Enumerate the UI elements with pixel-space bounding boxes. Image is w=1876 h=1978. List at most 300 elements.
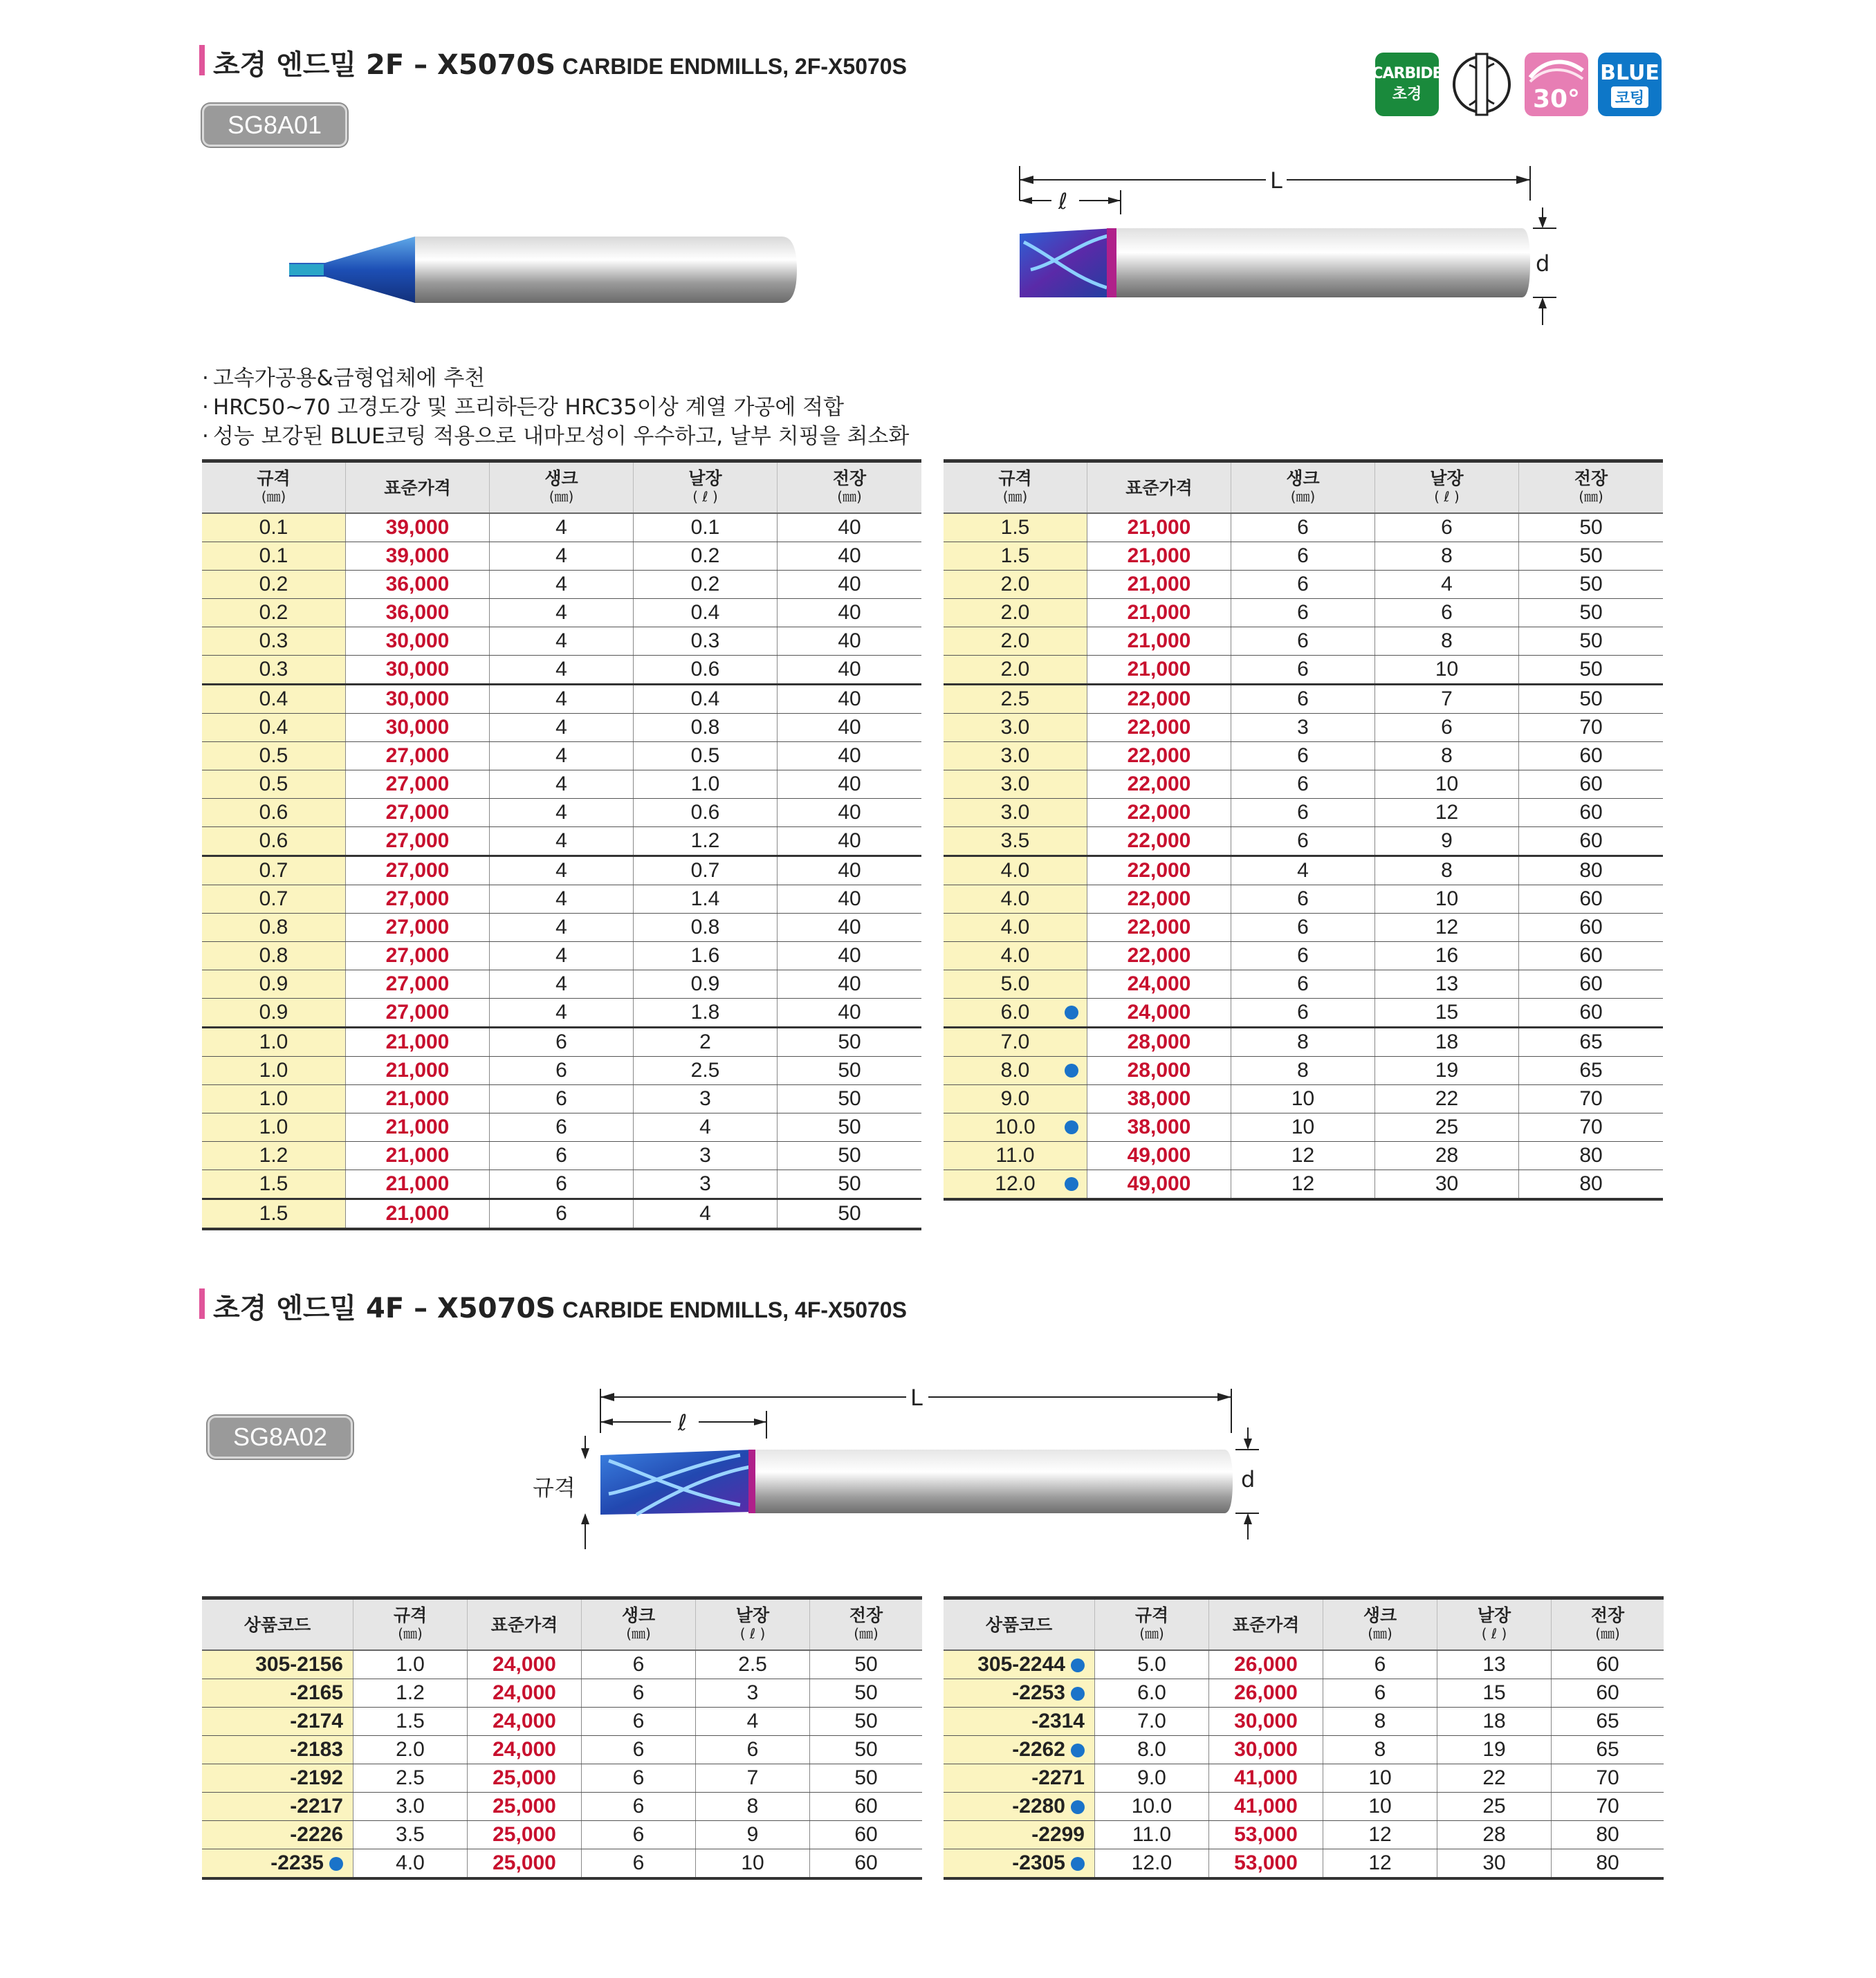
spec-table-2f-left xyxy=(202,459,921,1230)
column-header-label: 표준가격 xyxy=(1232,1614,1300,1635)
table-cell: 4 xyxy=(696,1708,810,1736)
column-header-label: 표준가격 xyxy=(384,477,451,498)
column-header-label: 규격 xyxy=(1134,1605,1169,1625)
table-cell: 50 xyxy=(1519,542,1664,571)
size-cell: 10.0 xyxy=(944,1113,1087,1142)
table-cell: 70 xyxy=(1519,1085,1664,1113)
column-header-label: 규격 xyxy=(393,1605,427,1625)
table-cell: 70 xyxy=(1519,714,1664,742)
table-row xyxy=(202,714,921,742)
table-row xyxy=(202,1793,922,1821)
table-row xyxy=(944,799,1663,827)
feature-list xyxy=(202,364,909,451)
size-cell: 4.0 xyxy=(944,885,1087,914)
table-header-row xyxy=(944,1598,1664,1651)
size-cell: 0.5 xyxy=(202,770,346,799)
table-row xyxy=(202,685,921,714)
table-row xyxy=(202,571,921,599)
table-cell: 30 xyxy=(1375,1170,1519,1200)
price-cell: 22,000 xyxy=(1087,799,1231,827)
table-row xyxy=(944,627,1663,656)
product-code-cell: -2314 xyxy=(944,1708,1095,1736)
table-cell: 3.5 xyxy=(353,1821,468,1849)
table-cell: 8 xyxy=(1375,856,1519,885)
price-cell: 24,000 xyxy=(1087,970,1231,999)
table-cell: 60 xyxy=(1519,970,1664,999)
column-header xyxy=(1552,1598,1664,1651)
table-row xyxy=(202,742,921,770)
table-cell: 6 xyxy=(1231,685,1375,714)
column-header xyxy=(1209,1598,1323,1651)
table-cell: 30 xyxy=(1437,1849,1552,1879)
table-cell: 80 xyxy=(1519,1170,1664,1200)
column-header-unit: ( ℓ ) xyxy=(1481,1625,1507,1642)
price-cell: 53,000 xyxy=(1209,1821,1323,1849)
table-cell: 4 xyxy=(490,627,634,656)
column-header xyxy=(1375,461,1519,514)
price-cell: 21,000 xyxy=(346,1057,490,1085)
endmill-2f-dimension-drawing xyxy=(1010,159,1563,342)
table-cell: 8.0 xyxy=(1095,1736,1209,1764)
size-cell: 0.1 xyxy=(202,513,346,542)
price-cell: 27,000 xyxy=(346,799,490,827)
price-cell: 30,000 xyxy=(346,685,490,714)
table-cell: 3 xyxy=(1231,714,1375,742)
price-cell: 21,000 xyxy=(1087,571,1231,599)
table-row xyxy=(944,1736,1664,1764)
table-row xyxy=(202,1028,921,1057)
table-row xyxy=(944,571,1663,599)
table-row xyxy=(944,1085,1663,1113)
size-cell: 3.5 xyxy=(944,827,1087,856)
blue-coating-badge xyxy=(1598,53,1662,116)
column-header-unit: ( ℓ ) xyxy=(692,488,718,505)
table-cell: 10 xyxy=(1323,1764,1437,1793)
column-header-label: 생크 xyxy=(544,468,578,488)
table-cell: 80 xyxy=(1552,1849,1664,1879)
price-cell: 25,000 xyxy=(468,1793,582,1821)
column-header-label: 상품코드 xyxy=(985,1614,1053,1635)
price-cell: 30,000 xyxy=(1209,1736,1323,1764)
product-code-cell: -2262 xyxy=(944,1736,1095,1764)
table-cell: 65 xyxy=(1519,1028,1664,1057)
table-row xyxy=(202,1142,921,1170)
table-cell: 0.8 xyxy=(634,914,778,942)
table-cell: 40 xyxy=(778,970,922,999)
table-cell: 40 xyxy=(778,999,922,1028)
price-cell: 21,000 xyxy=(346,1028,490,1057)
price-cell: 26,000 xyxy=(1209,1679,1323,1708)
table-cell: 40 xyxy=(778,571,922,599)
table-row xyxy=(202,970,921,999)
table-row xyxy=(944,1793,1664,1821)
feature-badges xyxy=(1372,51,1662,118)
size-cell: 2.0 xyxy=(944,571,1087,599)
column-header xyxy=(202,1598,353,1651)
table-cell: 10 xyxy=(1375,885,1519,914)
table-cell: 60 xyxy=(1519,914,1664,942)
table-row xyxy=(944,1764,1664,1793)
table-cell: 4 xyxy=(490,885,634,914)
table-cell: 6 xyxy=(490,1057,634,1085)
table-cell: 50 xyxy=(778,1142,922,1170)
table-cell: 4 xyxy=(490,571,634,599)
table-cell: 8 xyxy=(1323,1708,1437,1736)
table-cell: 40 xyxy=(778,627,922,656)
helix-angle-value: 30° xyxy=(1532,85,1581,113)
size-cell: 2.0 xyxy=(944,656,1087,685)
feature-item: · HRC50~70 고경도강 및 프리하든강 HRC35이상 계열 가공에 적합 xyxy=(202,393,909,422)
product-code-cell: -2217 xyxy=(202,1793,353,1821)
price-cell: 24,000 xyxy=(468,1708,582,1736)
size-cell: 1.2 xyxy=(202,1142,346,1170)
table-cell: 10 xyxy=(1375,770,1519,799)
table-cell: 4 xyxy=(490,656,634,685)
size-cell: 8.0 xyxy=(944,1057,1087,1085)
table-row xyxy=(202,827,921,856)
column-header-unit: (㎜) xyxy=(549,488,574,505)
price-cell: 21,000 xyxy=(346,1085,490,1113)
column-header xyxy=(1095,1598,1209,1651)
size-cell: 5.0 xyxy=(944,970,1087,999)
price-cell: 36,000 xyxy=(346,571,490,599)
table-cell: 40 xyxy=(778,656,922,685)
table-cell: 7.0 xyxy=(1095,1708,1209,1736)
table-cell: 6 xyxy=(1231,885,1375,914)
table-cell: 80 xyxy=(1519,1142,1664,1170)
carbide-badge-en: CARBIDE xyxy=(1372,65,1442,82)
size-cell: 11.0 xyxy=(944,1142,1087,1170)
table-row xyxy=(944,1113,1663,1142)
table-row xyxy=(202,1085,921,1113)
size-cell: 2.0 xyxy=(944,599,1087,627)
size-cell: 1.5 xyxy=(202,1199,346,1230)
table-cell: 50 xyxy=(1519,627,1664,656)
size-cell: 0.9 xyxy=(202,999,346,1028)
table-cell: 6 xyxy=(1375,513,1519,542)
column-header-label: 상품코드 xyxy=(243,1614,311,1635)
table-cell: 10.0 xyxy=(1095,1793,1209,1821)
table-cell: 6 xyxy=(582,1821,696,1849)
column-header-label: 생크 xyxy=(621,1605,656,1625)
table-cell: 6 xyxy=(582,1793,696,1821)
table-row xyxy=(944,685,1663,714)
column-header xyxy=(634,461,778,514)
table-row xyxy=(202,1708,922,1736)
table-cell: 6 xyxy=(1231,627,1375,656)
table-row xyxy=(202,1170,921,1199)
column-header-unit: (㎜) xyxy=(1139,1625,1164,1642)
table-cell: 6 xyxy=(1231,742,1375,770)
table-row xyxy=(944,656,1663,685)
table-cell: 22 xyxy=(1375,1085,1519,1113)
table-cell: 50 xyxy=(778,1170,922,1199)
table-cell: 6 xyxy=(1231,799,1375,827)
price-cell: 38,000 xyxy=(1087,1085,1231,1113)
column-header-label: 규격 xyxy=(998,468,1032,488)
size-cell: 0.2 xyxy=(202,599,346,627)
section2-title xyxy=(199,1286,907,1324)
price-cell: 22,000 xyxy=(1087,827,1231,856)
size-cell: 2.5 xyxy=(944,685,1087,714)
price-cell: 49,000 xyxy=(1087,1142,1231,1170)
table-cell: 60 xyxy=(1519,885,1664,914)
product-code-cell: -2165 xyxy=(202,1679,353,1708)
column-header-unit: (㎜) xyxy=(1595,1625,1620,1642)
price-cell: 24,000 xyxy=(468,1736,582,1764)
table-cell: 15 xyxy=(1375,999,1519,1028)
section2-title-ko: 초경 엔드밀 4F – X5070S xyxy=(213,1293,556,1324)
table-row xyxy=(944,599,1663,627)
table-row xyxy=(944,1028,1663,1057)
price-cell: 26,000 xyxy=(1209,1650,1323,1679)
table-cell: 6 xyxy=(1231,770,1375,799)
table-cell: 6 xyxy=(1231,542,1375,571)
price-cell: 27,000 xyxy=(346,742,490,770)
table-cell: 10 xyxy=(1323,1793,1437,1821)
table-row xyxy=(944,1170,1663,1200)
column-header xyxy=(346,461,490,514)
table-cell: 60 xyxy=(810,1821,923,1849)
size-cell: 1.5 xyxy=(944,542,1087,571)
table-row xyxy=(202,1736,922,1764)
price-cell: 22,000 xyxy=(1087,685,1231,714)
column-header-unit: (㎜) xyxy=(854,1625,879,1642)
dim-label-size: 규격 xyxy=(533,1475,576,1501)
section1-code-badge: SG8A01 xyxy=(202,104,347,147)
price-cell: 21,000 xyxy=(346,1113,490,1142)
size-cell: 0.6 xyxy=(202,827,346,856)
table-cell: 9.0 xyxy=(1095,1764,1209,1793)
table-cell: 1.4 xyxy=(634,885,778,914)
table-cell: 80 xyxy=(1519,856,1664,885)
table-cell: 0.1 xyxy=(634,513,778,542)
product-code-cell: -2305 xyxy=(944,1849,1095,1879)
table-cell: 6 xyxy=(1231,970,1375,999)
table-cell: 2.5 xyxy=(353,1764,468,1793)
table-cell: 6 xyxy=(1231,599,1375,627)
table-cell: 50 xyxy=(810,1650,923,1679)
feature-item: · 고속가공용&금형업체에 추천 xyxy=(202,364,909,393)
table-cell: 4 xyxy=(1231,856,1375,885)
price-cell: 28,000 xyxy=(1087,1057,1231,1085)
price-cell: 36,000 xyxy=(346,599,490,627)
table-cell: 4 xyxy=(634,1113,778,1142)
table-cell: 50 xyxy=(1519,571,1664,599)
table-row xyxy=(944,970,1663,999)
table-cell: 2 xyxy=(634,1028,778,1057)
size-cell: 9.0 xyxy=(944,1085,1087,1113)
dim-label-d: d xyxy=(1241,1466,1256,1492)
table-row xyxy=(944,770,1663,799)
table-cell: 6 xyxy=(582,1736,696,1764)
table-row xyxy=(202,799,921,827)
table-cell: 1.8 xyxy=(634,999,778,1028)
table-cell: 50 xyxy=(810,1679,923,1708)
size-cell: 1.0 xyxy=(202,1057,346,1085)
section2-title-en: CARBIDE ENDMILLS, 4F-X5070S xyxy=(562,1297,907,1322)
table-row xyxy=(202,1113,921,1142)
column-header xyxy=(1087,461,1231,514)
table-cell: 0.8 xyxy=(634,714,778,742)
size-cell: 0.7 xyxy=(202,885,346,914)
price-cell: 22,000 xyxy=(1087,942,1231,970)
table-row xyxy=(944,742,1663,770)
table-cell: 50 xyxy=(810,1736,923,1764)
table-cell: 13 xyxy=(1375,970,1519,999)
table-row xyxy=(202,1821,922,1849)
table-row xyxy=(944,714,1663,742)
column-header xyxy=(1437,1598,1552,1651)
table-cell: 40 xyxy=(778,513,922,542)
column-header xyxy=(1231,461,1375,514)
size-cell: 0.4 xyxy=(202,714,346,742)
table-cell: 12 xyxy=(1231,1142,1375,1170)
product-code-cell: -2226 xyxy=(202,1821,353,1849)
table-cell: 3 xyxy=(696,1679,810,1708)
table-row xyxy=(202,627,921,656)
table-cell: 60 xyxy=(1519,942,1664,970)
dim-label-d: d xyxy=(1536,250,1550,277)
price-cell: 21,000 xyxy=(1087,599,1231,627)
table-cell: 4 xyxy=(634,1199,778,1230)
table-cell: 40 xyxy=(778,599,922,627)
price-cell: 21,000 xyxy=(346,1199,490,1230)
title-accent-bar xyxy=(199,45,205,75)
table-cell: 18 xyxy=(1437,1708,1552,1736)
size-cell: 12.0 xyxy=(944,1170,1087,1200)
table-cell: 40 xyxy=(778,685,922,714)
table-cell: 65 xyxy=(1552,1708,1664,1736)
column-header xyxy=(944,461,1087,514)
table-cell: 60 xyxy=(1519,770,1664,799)
column-header xyxy=(490,461,634,514)
column-header-unit: (㎜) xyxy=(837,488,862,505)
size-cell: 1.0 xyxy=(202,1113,346,1142)
column-header xyxy=(202,461,346,514)
table-cell: 40 xyxy=(778,856,922,885)
column-header-label: 생크 xyxy=(1286,468,1320,488)
table-cell: 3.0 xyxy=(353,1793,468,1821)
table-cell: 4 xyxy=(490,599,634,627)
column-header xyxy=(1519,461,1664,514)
table-header-row xyxy=(944,461,1663,514)
column-header-unit: (㎜) xyxy=(398,1625,423,1642)
size-cell: 0.6 xyxy=(202,799,346,827)
column-header-label: 생크 xyxy=(1363,1605,1397,1625)
table-cell: 50 xyxy=(778,1085,922,1113)
table-row xyxy=(944,942,1663,970)
price-cell: 21,000 xyxy=(346,1170,490,1199)
table-row xyxy=(944,513,1663,542)
table-cell: 28 xyxy=(1375,1142,1519,1170)
table-cell: 80 xyxy=(1552,1821,1664,1849)
price-cell: 22,000 xyxy=(1087,856,1231,885)
table-cell: 40 xyxy=(778,714,922,742)
price-cell: 22,000 xyxy=(1087,714,1231,742)
column-header-label: 표준가격 xyxy=(1125,477,1193,498)
table-row xyxy=(202,1849,922,1879)
table-cell: 6 xyxy=(1231,513,1375,542)
price-cell: 27,000 xyxy=(346,970,490,999)
price-cell: 38,000 xyxy=(1087,1113,1231,1142)
product-code-cell: -2271 xyxy=(944,1764,1095,1793)
table-cell: 4 xyxy=(490,856,634,885)
stock-dot-icon xyxy=(1071,1800,1085,1814)
table-cell: 6 xyxy=(582,1679,696,1708)
table-cell: 6 xyxy=(582,1708,696,1736)
table-cell: 8 xyxy=(1375,542,1519,571)
table-cell: 60 xyxy=(1552,1679,1664,1708)
column-header xyxy=(582,1598,696,1651)
table-row xyxy=(202,942,921,970)
size-cell: 0.3 xyxy=(202,656,346,685)
blue-badge-en: BLUE xyxy=(1600,61,1659,85)
table-cell: 9 xyxy=(696,1821,810,1849)
product-code-cell: -2192 xyxy=(202,1764,353,1793)
table-cell: 40 xyxy=(778,770,922,799)
size-cell: 4.0 xyxy=(944,856,1087,885)
table-cell: 60 xyxy=(810,1793,923,1821)
table-cell: 10 xyxy=(1231,1113,1375,1142)
table-cell: 6 xyxy=(490,1142,634,1170)
table-cell: 1.2 xyxy=(353,1679,468,1708)
table-cell: 65 xyxy=(1552,1736,1664,1764)
size-cell: 7.0 xyxy=(944,1028,1087,1057)
price-cell: 39,000 xyxy=(346,513,490,542)
table-cell: 40 xyxy=(778,942,922,970)
price-cell: 30,000 xyxy=(1209,1708,1323,1736)
table-cell: 0.9 xyxy=(634,970,778,999)
table-cell: 6 xyxy=(490,1113,634,1142)
price-cell: 30,000 xyxy=(346,656,490,685)
size-cell: 0.8 xyxy=(202,942,346,970)
table-row xyxy=(202,1679,922,1708)
table-row xyxy=(944,827,1663,856)
table-cell: 70 xyxy=(1519,1113,1664,1142)
table-cell: 50 xyxy=(810,1708,923,1736)
size-cell: 0.7 xyxy=(202,856,346,885)
price-cell: 22,000 xyxy=(1087,742,1231,770)
table-cell: 19 xyxy=(1437,1736,1552,1764)
column-header xyxy=(778,461,922,514)
spec-table-4f-right xyxy=(944,1596,1664,1880)
price-cell: 27,000 xyxy=(346,885,490,914)
size-cell: 0.4 xyxy=(202,685,346,714)
size-cell: 6.0 xyxy=(944,999,1087,1028)
table-row xyxy=(944,885,1663,914)
column-header-unit: (㎜) xyxy=(1002,488,1028,505)
size-cell: 1.0 xyxy=(202,1085,346,1113)
table-cell: 6 xyxy=(582,1650,696,1679)
table-cell: 40 xyxy=(778,542,922,571)
table-cell: 6 xyxy=(490,1170,634,1199)
table-cell: 6 xyxy=(582,1849,696,1879)
table-cell: 6 xyxy=(1375,714,1519,742)
table-cell: 0.2 xyxy=(634,571,778,599)
table-cell: 40 xyxy=(778,827,922,856)
table-cell: 4 xyxy=(490,714,634,742)
column-header xyxy=(810,1598,923,1651)
column-header-label: 전장 xyxy=(832,468,867,488)
table-cell: 3 xyxy=(634,1170,778,1199)
size-cell: 3.0 xyxy=(944,770,1087,799)
table-cell: 70 xyxy=(1552,1764,1664,1793)
table-row xyxy=(202,885,921,914)
column-header-unit: ( ℓ ) xyxy=(1434,488,1460,505)
column-header-unit: (㎜) xyxy=(1290,488,1316,505)
price-cell: 24,000 xyxy=(1087,999,1231,1028)
